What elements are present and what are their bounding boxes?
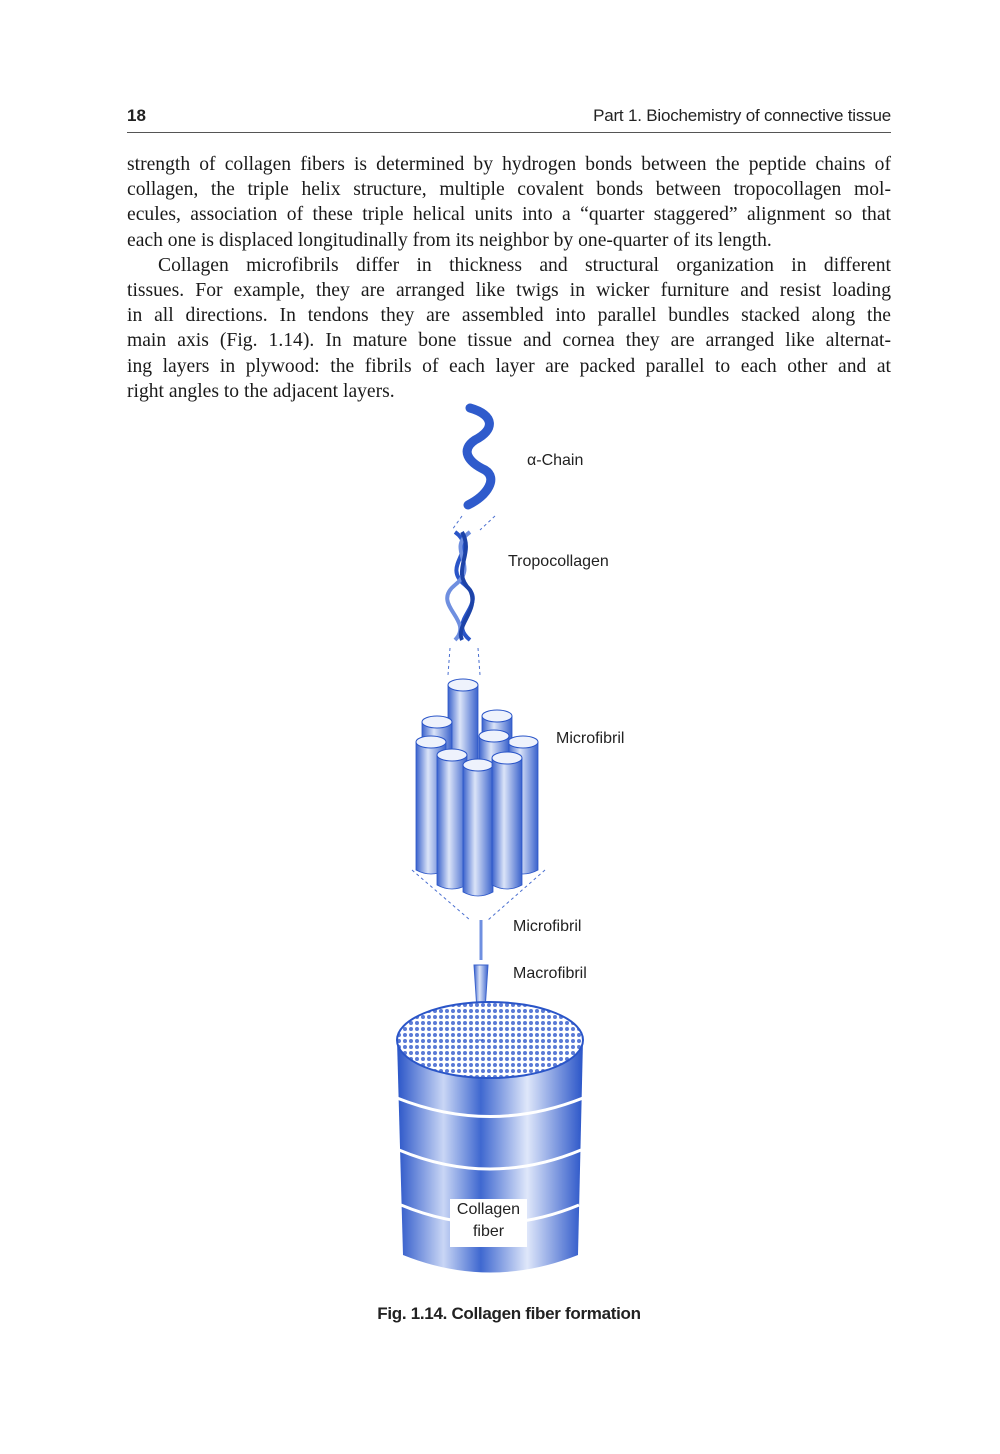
text-line: in all directions. In tendons they are assembled into parallel bundles stacked along the (127, 305, 891, 327)
running-title: Part 1. Biochemistry of connective tissue (593, 106, 891, 125)
text-line: strength of collagen fibers is determined by hydrogen bonds between the peptide chains of (127, 154, 891, 175)
text-line: each one is displaced longitudinally from its neighbor by one-quarter of its length. (127, 229, 772, 251)
label-tropocollagen: Tropocollagen (508, 553, 609, 570)
fiber-label-line: Collagen (456, 1201, 521, 1218)
figure-caption: Fig. 1.14. Collagen fiber formation (377, 1304, 641, 1323)
body-text (127, 152, 891, 404)
microfibril-rod-cap (508, 736, 538, 748)
microfibril-bundle (416, 679, 538, 896)
microfibril-rod-cap (422, 716, 452, 728)
text-line: ing layers in plywood: the fibrils of each layer are packed parallel to each other and at (127, 355, 891, 377)
microfibril-rod-cap (463, 759, 493, 771)
label-collagen-fiber (450, 1199, 527, 1247)
microfibril-rod-cap (482, 710, 512, 722)
text-line: ecules, association of these triple helical units into a “quarter staggered” alignment so that (127, 204, 891, 226)
microfibril-rod-cap (448, 679, 478, 691)
microfibril-rod (437, 755, 467, 889)
microfibril-rod-cap (437, 749, 467, 761)
label-macrofibril: Macrofibril (513, 965, 587, 982)
microfibril-rod-cap (416, 736, 446, 748)
microfibril-rod-cap (492, 752, 522, 764)
fiber-label-line: fiber (472, 1223, 505, 1240)
text-line: tissues. For example, they are arranged like twigs in wicker furniture and resist loading (127, 279, 891, 301)
microfibril-rod (463, 765, 493, 896)
microfibril-rod (492, 758, 522, 889)
collagen-figure (0, 400, 1000, 1300)
label-alpha-chain: α-Chain (527, 452, 584, 469)
text-line: main axis (Fig. 1.14). In mature bone tissue and cornea they are arranged like alternat- (127, 330, 891, 352)
text-line: Collagen microfibrils differ in thickness and structural organization in different (158, 254, 891, 276)
alpha-chain-helix (467, 408, 491, 505)
page-header (127, 106, 891, 133)
text-line: collagen, the triple helix structure, multiple covalent bonds between tropocollagen mol- (127, 179, 891, 201)
microfibril-rod-cap (479, 730, 509, 742)
label-microfibril-bundle: Microfibril (556, 730, 625, 747)
tropocollagen-helix (447, 532, 473, 640)
page-number: 18 (127, 106, 146, 125)
text-line: right angles to the adjacent layers. (127, 380, 395, 402)
label-microfibril: Microfibril (513, 918, 582, 935)
